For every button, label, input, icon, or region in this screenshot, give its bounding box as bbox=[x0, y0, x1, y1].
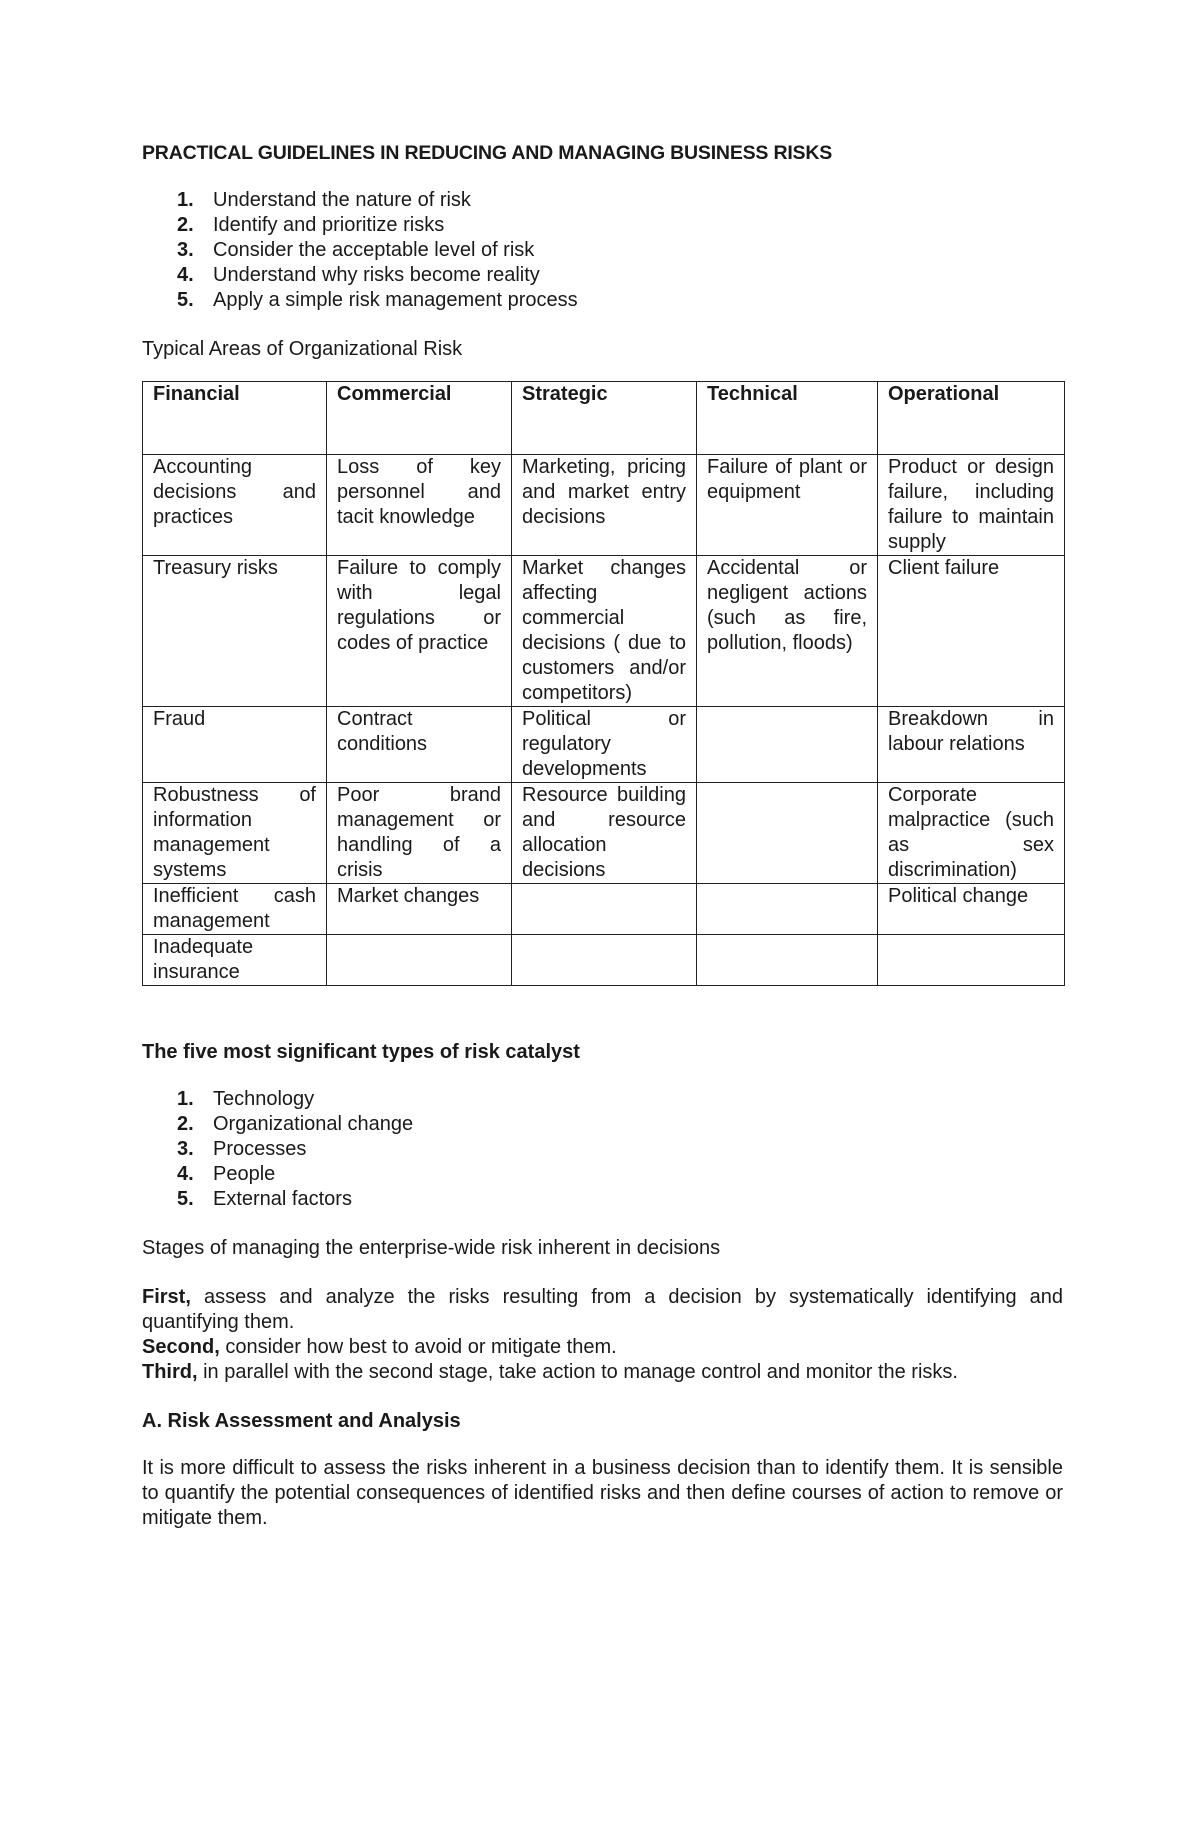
list-number: 2. bbox=[177, 1113, 194, 1135]
table-cell: Treasury risks bbox=[143, 556, 327, 707]
table-row bbox=[143, 935, 1065, 986]
list-item bbox=[142, 1187, 1063, 1212]
list-item bbox=[142, 1137, 1063, 1162]
table-cell bbox=[878, 935, 1065, 986]
table-cell: Fraud bbox=[143, 707, 327, 783]
list-number: 3. bbox=[177, 1138, 194, 1160]
list-item-text: Consider the acceptable level of risk bbox=[213, 239, 535, 261]
table-cell bbox=[697, 783, 878, 884]
table-cell: Accounting decisions and practices bbox=[143, 455, 327, 556]
table-row bbox=[143, 884, 1065, 935]
list-item-text: People bbox=[213, 1163, 276, 1185]
list-item bbox=[142, 288, 1063, 313]
list-item bbox=[142, 213, 1063, 238]
table-cell: Resource building and resource allocation decisions bbox=[512, 783, 697, 884]
list-item-text: Understand why risks become reality bbox=[213, 264, 540, 286]
list-number: 4. bbox=[177, 1163, 194, 1185]
list-item bbox=[142, 263, 1063, 288]
table-caption: Typical Areas of Organizational Risk bbox=[142, 338, 463, 360]
spacer bbox=[142, 1385, 1063, 1409]
section-a-paragraph: It is more difficult to assess the risks inherent in a business decision than to identify them. It is sensible to quantify the potential consequences of identified risks and then define courses of action to remove or mitigate them. bbox=[142, 1457, 1063, 1529]
table-cell: Robustness of information management systems bbox=[143, 783, 327, 884]
stage-third bbox=[142, 1360, 1063, 1385]
list-item bbox=[142, 1112, 1063, 1137]
stages-intro: Stages of managing the enterprise-wide risk inherent in decisions bbox=[142, 1237, 721, 1259]
stage-first-text: assess and analyze the risks resulting from a decision by systematically identifying and quantifying them. bbox=[142, 1286, 1063, 1333]
list-item bbox=[142, 188, 1063, 213]
column-header-operational: Operational bbox=[878, 382, 1065, 455]
table-cell bbox=[697, 707, 878, 783]
list-item bbox=[142, 1162, 1063, 1187]
list-number: 3. bbox=[177, 239, 194, 261]
table-cell: Political or regulatory developments bbox=[512, 707, 697, 783]
table-cell: Poor brand management or handling of a crisis bbox=[327, 783, 512, 884]
table-header-row bbox=[143, 382, 1065, 455]
table-cell: Corporate malpractice (such as sex discrimination) bbox=[878, 783, 1065, 884]
guidelines-list bbox=[142, 188, 1063, 313]
stage-second bbox=[142, 1335, 1063, 1360]
table-cell bbox=[697, 935, 878, 986]
stage-third-text: in parallel with the second stage, take action to manage control and monitor the risks. bbox=[197, 1361, 958, 1383]
list-item-text: Apply a simple risk management process bbox=[213, 289, 578, 311]
table-cell: Political change bbox=[878, 884, 1065, 935]
stage-first-lead: First, bbox=[142, 1286, 191, 1308]
list-item-text: Organizational change bbox=[213, 1113, 414, 1135]
list-item bbox=[142, 1087, 1063, 1112]
stage-first bbox=[142, 1285, 1063, 1335]
table-row bbox=[143, 707, 1065, 783]
list-item-text: Processes bbox=[213, 1138, 307, 1160]
list-item-text: Understand the nature of risk bbox=[213, 189, 471, 211]
table-cell bbox=[327, 935, 512, 986]
section-a-heading: A. Risk Assessment and Analysis bbox=[142, 1410, 461, 1432]
list-number: 4. bbox=[177, 264, 194, 286]
table-cell: Loss of key personnel and tacit knowledge bbox=[327, 455, 512, 556]
document-page bbox=[142, 141, 1063, 1531]
table-cell: Market changes affecting commercial decisions ( due to customers and/or competitors) bbox=[512, 556, 697, 707]
table-cell: Failure to comply with legal regulations or codes of practice bbox=[327, 556, 512, 707]
stage-second-text: consider how best to avoid or mitigate them. bbox=[219, 1336, 617, 1358]
table-cell: Accidental or negligent actions (such as fire, pollution, floods) bbox=[697, 556, 878, 707]
spacer bbox=[142, 1261, 1063, 1285]
list-number: 1. bbox=[177, 189, 194, 211]
stage-third-lead: Third, bbox=[142, 1361, 198, 1383]
table-row bbox=[143, 455, 1065, 556]
list-number: 1. bbox=[177, 1088, 194, 1110]
list-item-text: Technology bbox=[213, 1088, 315, 1110]
list-item bbox=[142, 238, 1063, 263]
table-cell bbox=[512, 884, 697, 935]
risk-areas-table bbox=[142, 381, 1065, 986]
catalyst-heading: The five most significant types of risk catalyst bbox=[142, 1041, 580, 1063]
table-cell: Client failure bbox=[878, 556, 1065, 707]
table-row bbox=[143, 783, 1065, 884]
list-number: 5. bbox=[177, 289, 194, 311]
catalyst-list bbox=[142, 1087, 1063, 1212]
list-item-text: External factors bbox=[213, 1188, 352, 1210]
table-cell: Market changes bbox=[327, 884, 512, 935]
table-cell bbox=[697, 884, 878, 935]
table-cell: Failure of plant or equipment bbox=[697, 455, 878, 556]
document-title: PRACTICAL GUIDELINES IN REDUCING AND MANAGING BUSINESS RISKS bbox=[142, 142, 833, 164]
table-cell: Marketing, pricing and market entry decisions bbox=[512, 455, 697, 556]
list-item-text: Identify and prioritize risks bbox=[213, 214, 445, 236]
table-cell: Breakdown in labour relations bbox=[878, 707, 1065, 783]
list-number: 2. bbox=[177, 214, 194, 236]
table-cell bbox=[512, 935, 697, 986]
list-number: 5. bbox=[177, 1188, 194, 1210]
table-cell: Inadequate insurance bbox=[143, 935, 327, 986]
column-header-financial: Financial bbox=[143, 382, 327, 455]
table-cell: Product or design failure, including failure to maintain supply bbox=[878, 455, 1065, 556]
table-cell: Inefficient cash management bbox=[143, 884, 327, 935]
table-cell: Contract conditions bbox=[327, 707, 512, 783]
table-row bbox=[143, 556, 1065, 707]
stage-second-lead: Second, bbox=[142, 1336, 220, 1358]
column-header-technical: Technical bbox=[697, 382, 878, 455]
column-header-strategic: Strategic bbox=[512, 382, 697, 455]
column-header-commercial: Commercial bbox=[327, 382, 512, 455]
